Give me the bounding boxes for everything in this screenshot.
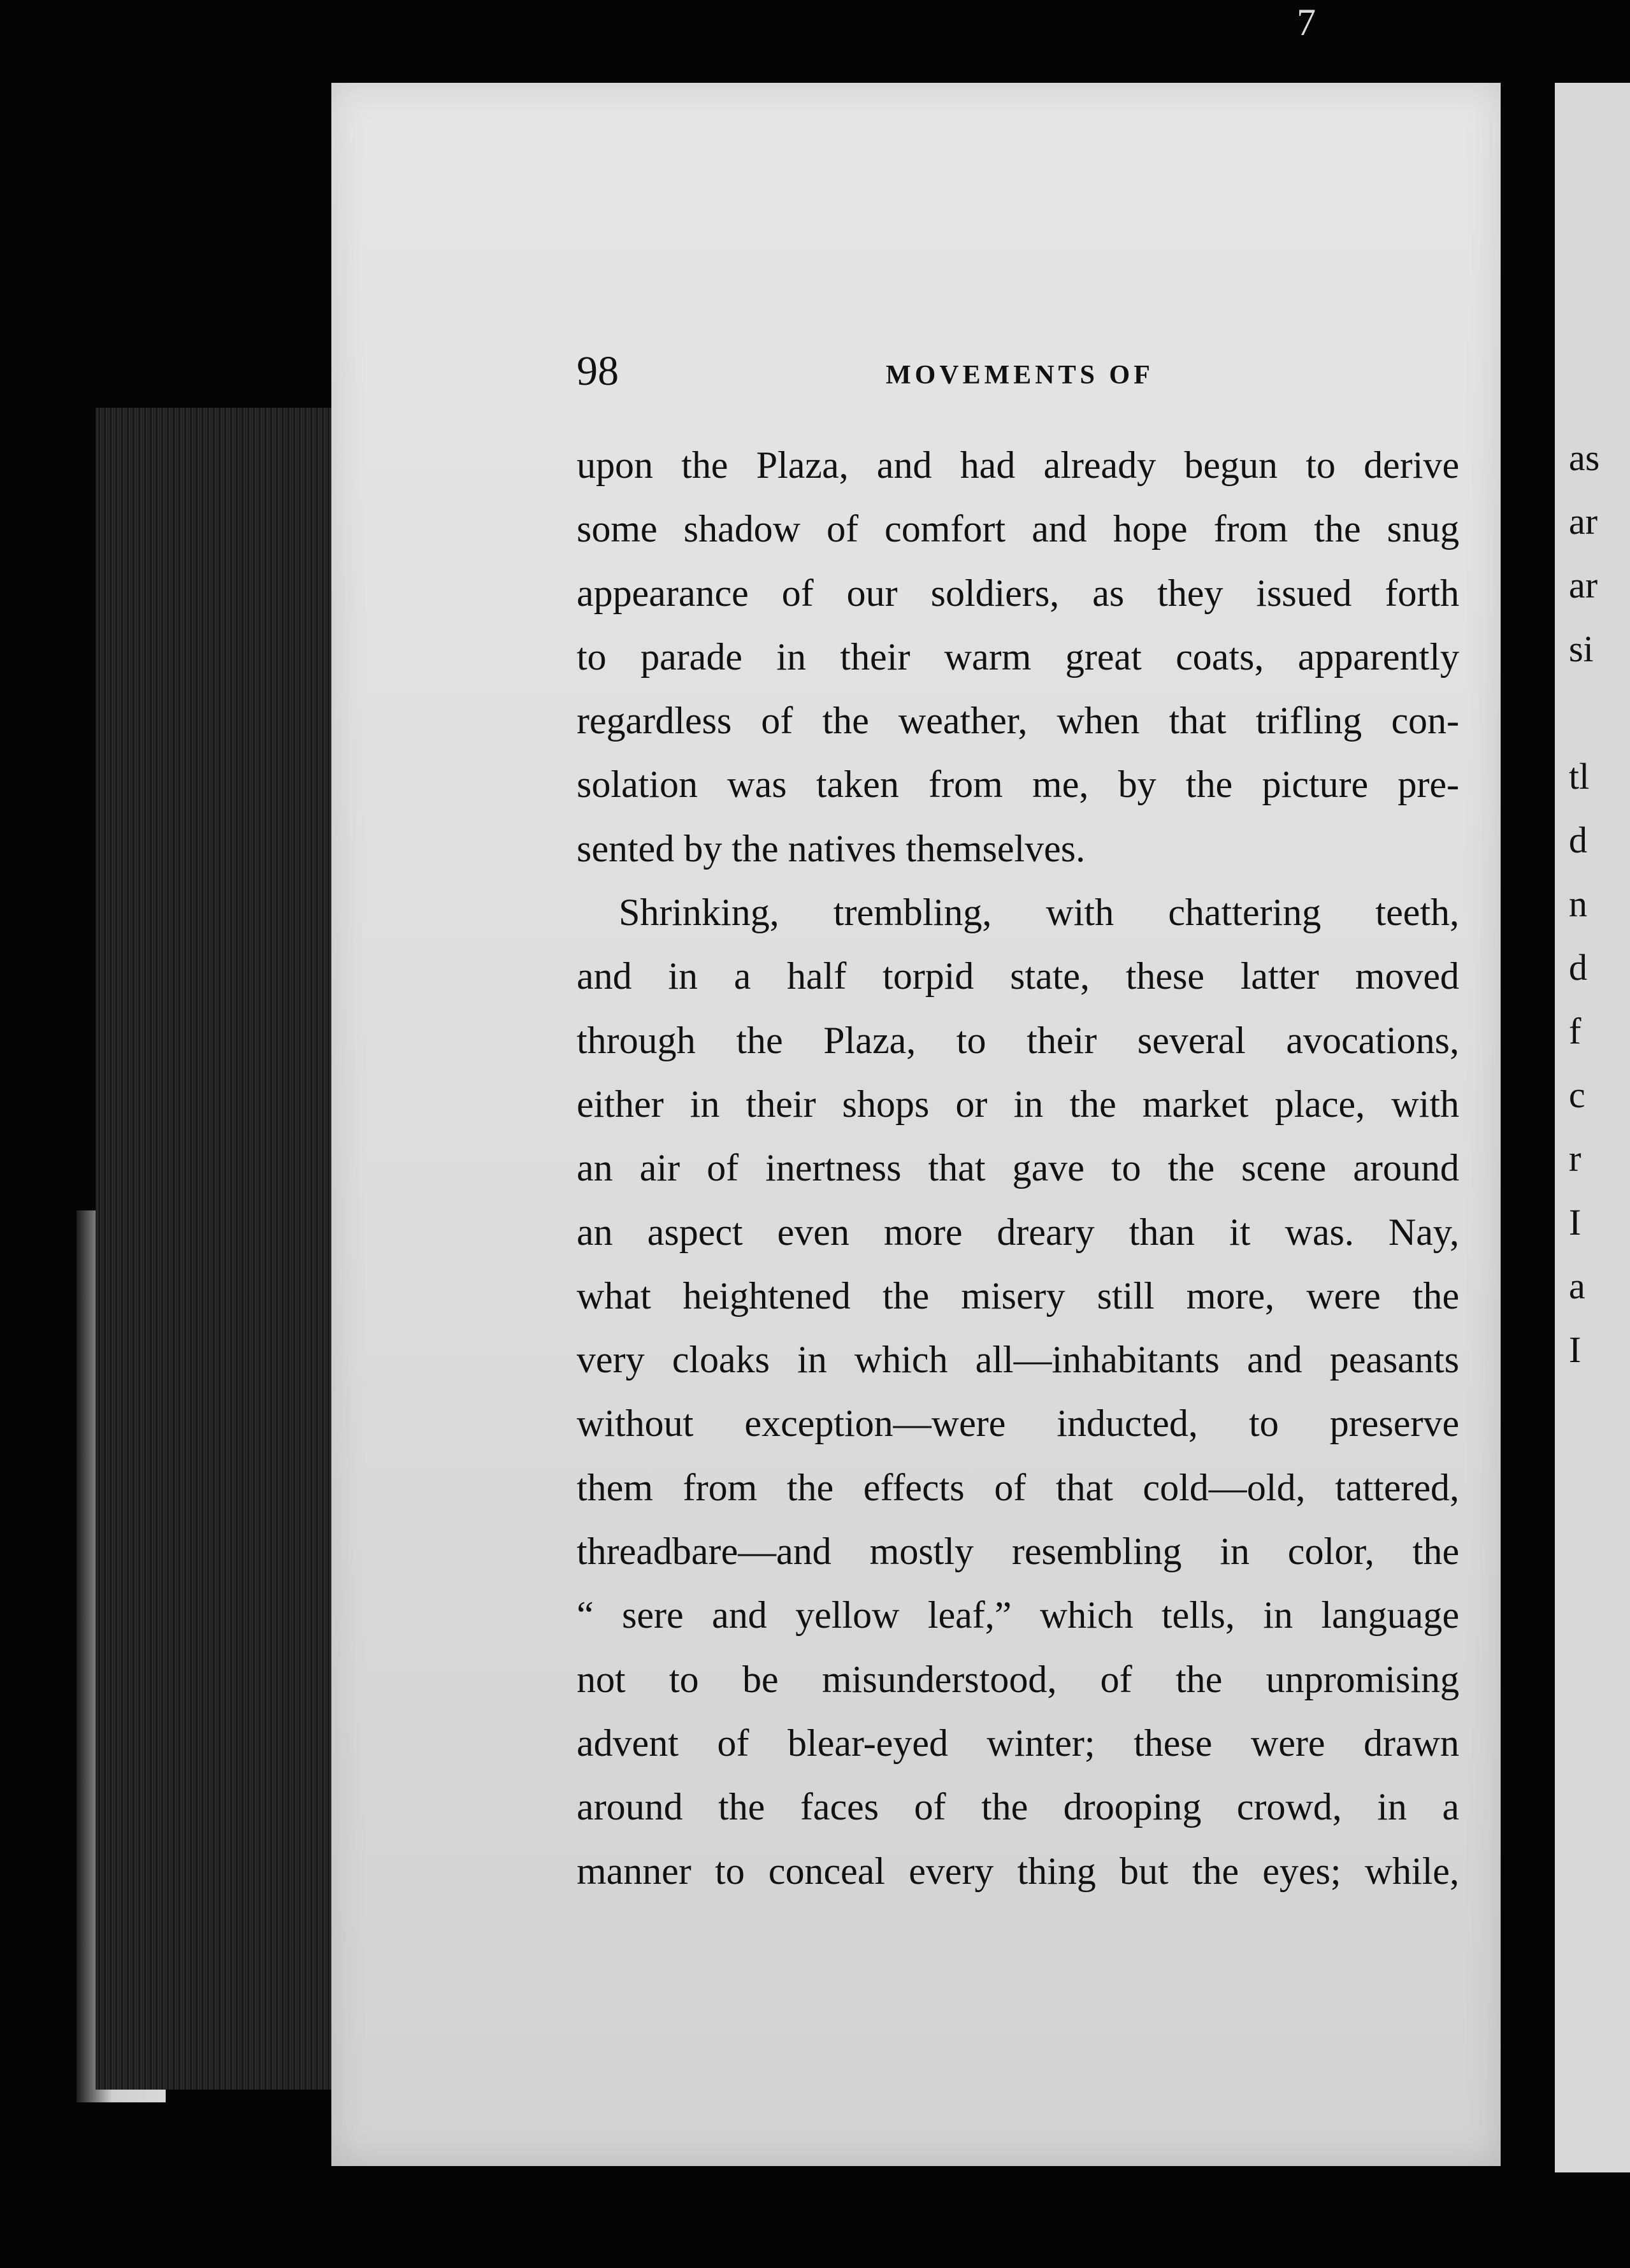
adjacent-page-fragment: I xyxy=(1569,1204,1582,1241)
adjacent-page-fragment: f xyxy=(1569,1013,1582,1050)
adjacent-page-fragment: d xyxy=(1569,822,1587,859)
adjacent-page-fragment: d xyxy=(1569,949,1587,986)
adjacent-page-fragment: a xyxy=(1569,1268,1585,1305)
adjacent-page-fragment: I xyxy=(1569,1331,1582,1368)
text-line: without exception—were inducted, to preserve xyxy=(577,1402,1459,1445)
text-line: an air of inertness that gave to the scene around xyxy=(577,1147,1459,1189)
text-line: appearance of our soldiers, as they issued forth xyxy=(577,571,1459,614)
corner-mark: 7 xyxy=(1297,1,1316,43)
text-line: through the Plaza, to their several avocations, xyxy=(577,1019,1459,1061)
body-text xyxy=(577,433,1459,1903)
running-head: MOVEMENTS OF xyxy=(886,361,1154,390)
adjacent-page-fragment: n xyxy=(1569,886,1587,922)
adjacent-page-fragment: c xyxy=(1569,1077,1585,1114)
text-line: them from the effects of that cold—old, tattered, xyxy=(577,1466,1459,1509)
text-line: advent of blear-eyed winter; these were drawn xyxy=(577,1721,1459,1764)
text-line: regardless of the weather, when that trifling con- xyxy=(577,700,1459,742)
text-line: manner to conceal every thing but the eyes; while, xyxy=(577,1849,1459,1892)
text-line: around the faces of the drooping crowd, in a xyxy=(577,1786,1459,1828)
adjacent-page-fragment: r xyxy=(1569,1140,1582,1177)
text-line: to parade in their warm great coats, apparently xyxy=(577,635,1459,678)
text-line: not to be misunderstood, of the unpromising xyxy=(577,1658,1459,1700)
page-header xyxy=(577,350,1459,401)
adjacent-page-fragment: ar xyxy=(1569,567,1598,604)
text-line: what heightened the misery still more, were the xyxy=(577,1274,1459,1317)
adjacent-page-fragment: si xyxy=(1569,631,1594,668)
page-stack-edge xyxy=(96,408,338,2090)
text-line: some shadow of comfort and hope from the snug xyxy=(577,508,1459,550)
text-line: either in their shops or in the market place, with xyxy=(577,1082,1459,1125)
adjacent-page xyxy=(1555,83,1630,2172)
text-line: “ sere and yellow leaf,” which tells, in language xyxy=(577,1594,1459,1637)
text-line: upon the Plaza, and had already begun to derive xyxy=(577,444,1459,486)
page-number: 98 xyxy=(577,348,619,394)
text-line: and in a half torpid state, these latter moved xyxy=(577,955,1459,998)
adjacent-page-fragment: tl xyxy=(1569,758,1590,795)
text-line: very cloaks in which all—inhabitants and peasants xyxy=(577,1339,1459,1381)
text-line: Shrinking, trembling, with chattering teeth, xyxy=(619,891,1459,934)
adjacent-page-fragment: ar xyxy=(1569,503,1598,540)
text-line: an aspect even more dreary than it was. Nay, xyxy=(577,1210,1459,1253)
adjacent-page-fragment: as xyxy=(1569,440,1600,477)
text-line: sented by the natives themselves. xyxy=(577,827,1086,870)
text-line: threadbare—and mostly resembling in color, the xyxy=(577,1530,1459,1573)
text-line: solation was taken from me, by the picture pre- xyxy=(577,763,1459,806)
